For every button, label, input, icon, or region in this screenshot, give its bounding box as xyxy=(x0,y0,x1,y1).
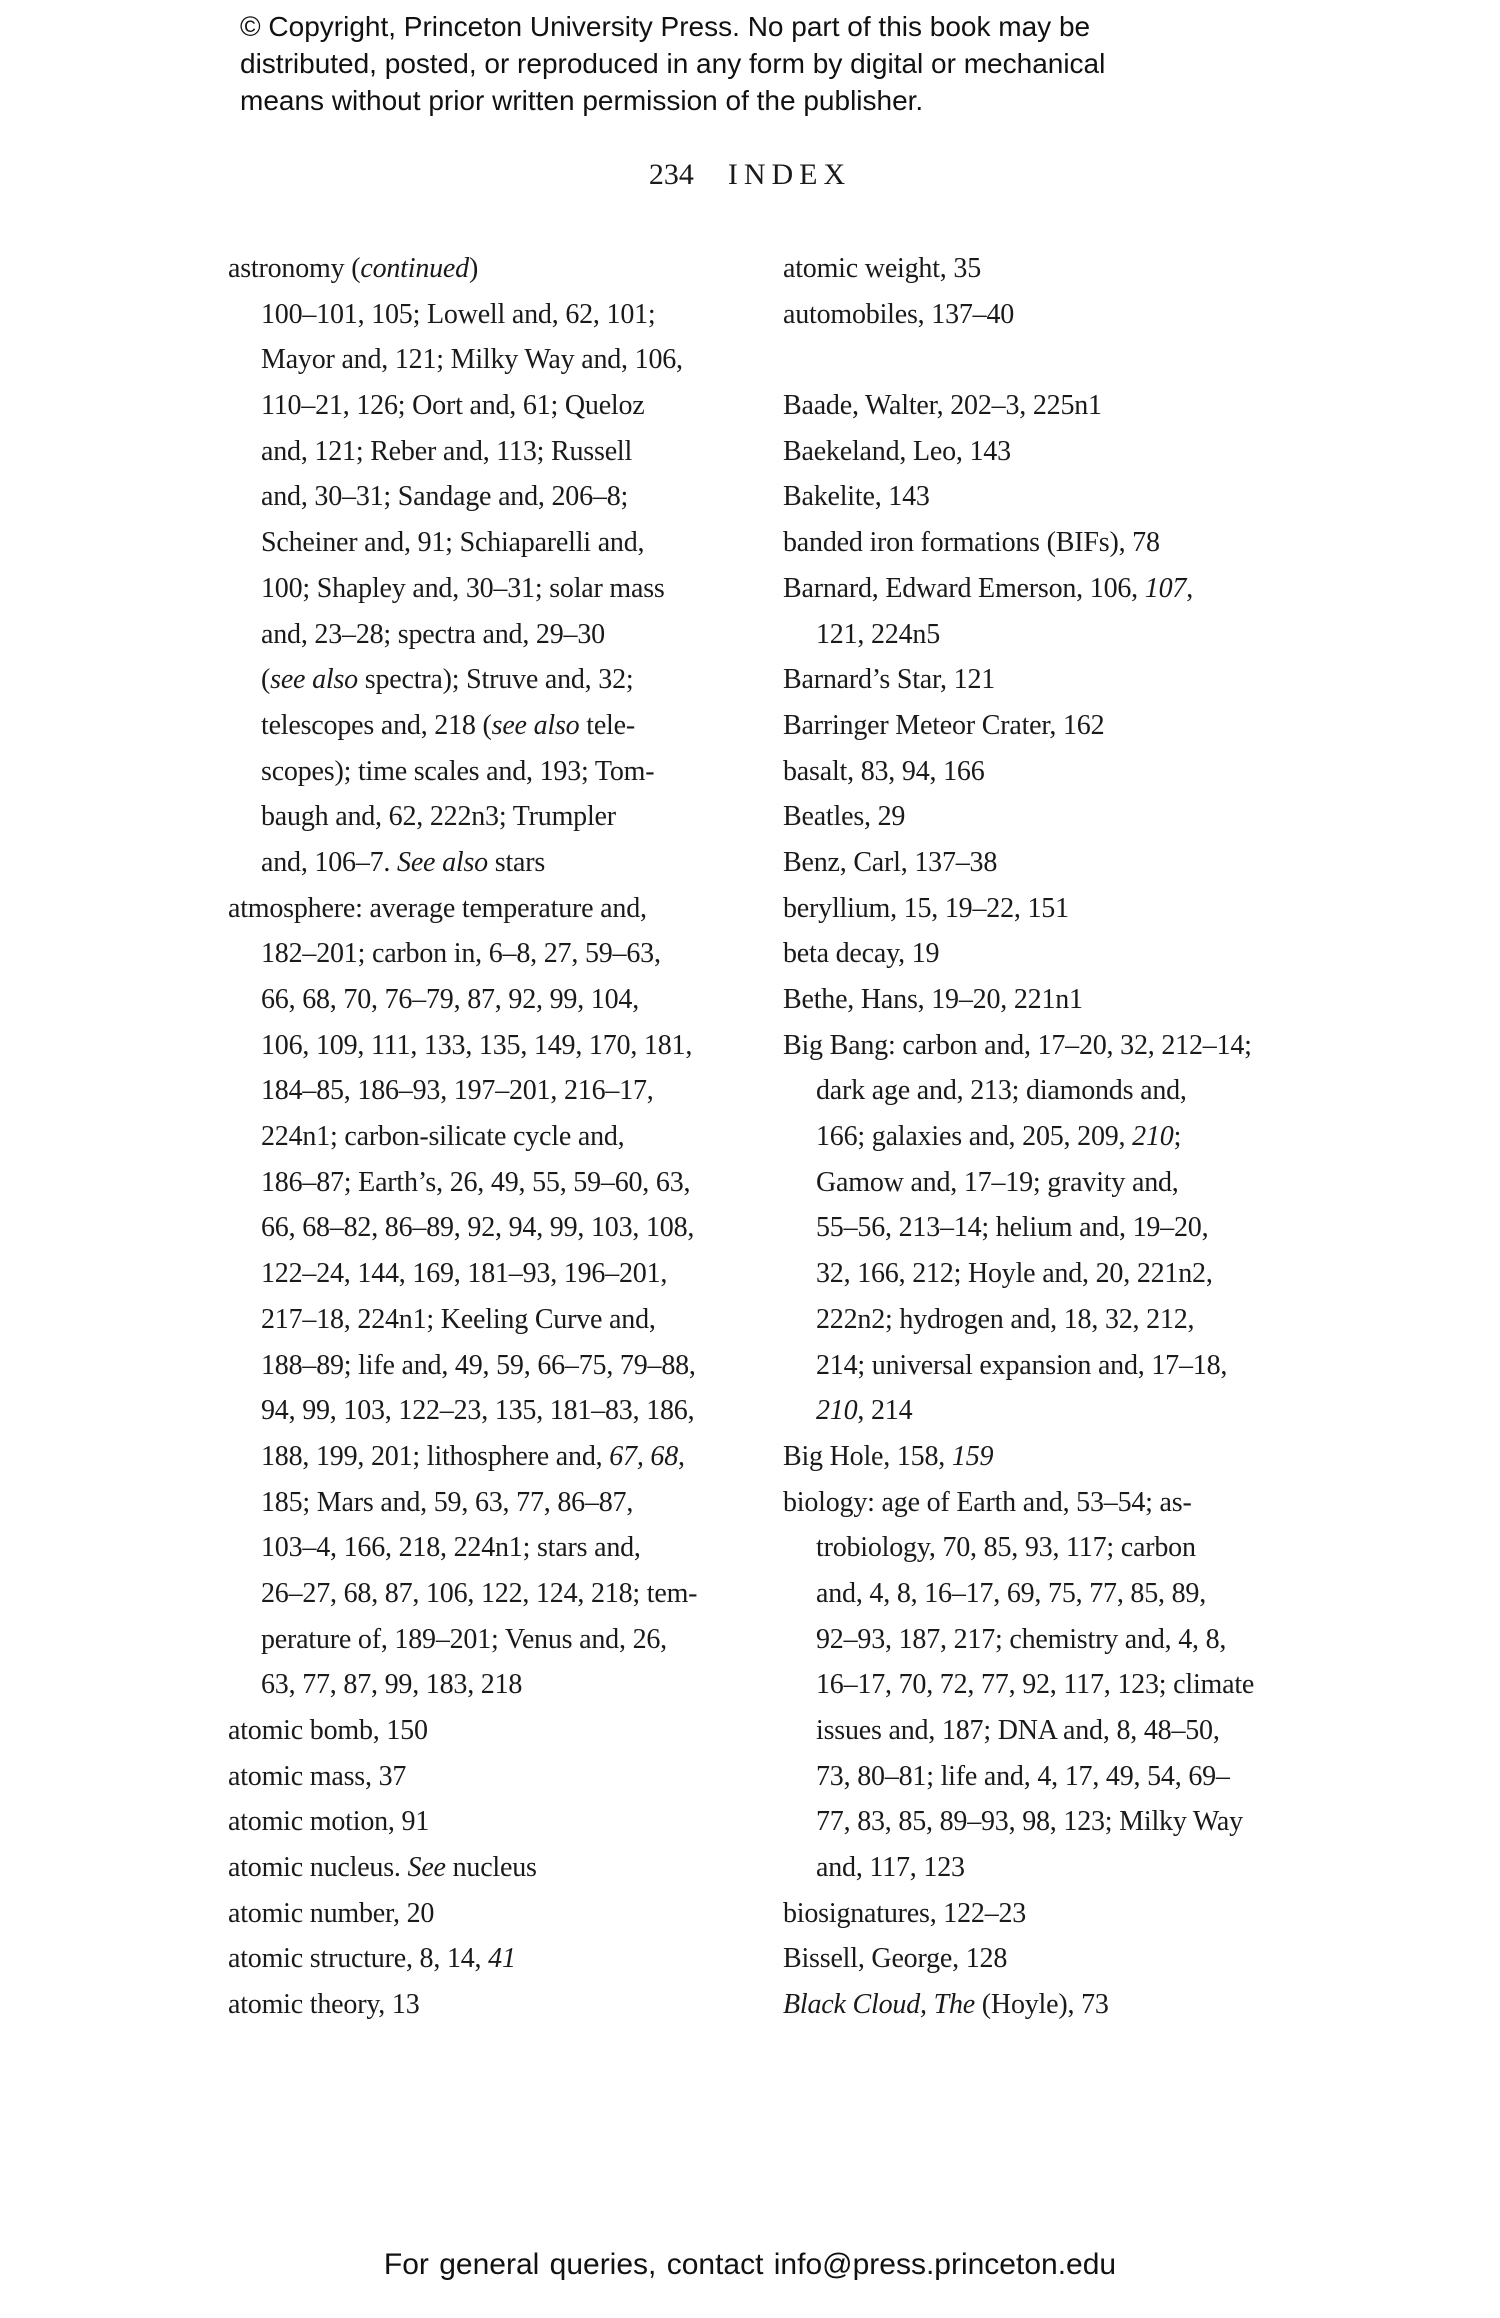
index-line xyxy=(783,1845,1393,1891)
index-line xyxy=(228,703,773,749)
copyright-line-2: distributed, posted, or reproduced in any form by digital or mechanical xyxy=(240,48,1106,79)
copyright-notice xyxy=(240,8,1105,119)
index-text-segment-italic: see also xyxy=(491,709,580,741)
index-text-segment: Bakelite, 143 xyxy=(783,481,930,513)
index-line xyxy=(783,1068,1393,1114)
index-text-segment: spectra); Struve and, 32; xyxy=(357,664,634,696)
index-text-segment: beryllium, 15, 19–22, 151 xyxy=(783,892,1069,924)
index-text-segment: Mayor and, 121; Milky Way and, 106, xyxy=(261,344,683,376)
index-line xyxy=(783,1799,1393,1845)
index-text-segment: 92–93, 187, 217; chemistry and, 4, 8, xyxy=(816,1623,1227,1655)
index-text-segment: 224n1; carbon-silicate cycle and, xyxy=(261,1121,625,1153)
index-text-segment: and, 30–31; Sandage and, 206–8; xyxy=(261,481,629,513)
index-text-segment: 66, 68–82, 86–89, 92, 94, 99, 103, 108, xyxy=(261,1212,695,1244)
index-right-column xyxy=(783,246,1393,2028)
index-text-segment: 217–18, 224n1; Keeling Curve and, xyxy=(261,1303,656,1335)
index-text-segment: baugh and, 62, 222n3; Trumpler xyxy=(261,801,616,833)
index-line xyxy=(228,977,773,1023)
page-header xyxy=(0,158,1500,192)
index-text-segment: 94, 99, 103, 122–23, 135, 181–83, 186, xyxy=(261,1395,695,1427)
index-line xyxy=(783,1251,1393,1297)
index-line xyxy=(228,1343,773,1389)
index-text-segment: 106, 109, 111, 133, 135, 149, 170, 181, xyxy=(261,1029,693,1061)
index-text-segment: Gamow and, 17–19; gravity and, xyxy=(816,1166,1179,1198)
index-text-segment: Big Bang: carbon and, 17–20, 32, 212–14; xyxy=(783,1029,1252,1061)
index-line xyxy=(228,1205,773,1251)
index-text-segment: Bethe, Hans, 19–20, 221n1 xyxy=(783,984,1083,1015)
index-text-segment: Big Hole, 158, xyxy=(783,1440,952,1472)
index-line xyxy=(783,1891,1393,1937)
index-text-segment: 110–21, 126; Oort and, 61; Queloz xyxy=(261,390,645,422)
index-line xyxy=(783,383,1393,429)
index-text-segment: 186–87; Earth’s, 26, 49, 55, 59–60, 63, xyxy=(261,1166,691,1198)
index-text-segment: 222n2; hydrogen and, 18, 32, 212, xyxy=(816,1303,1195,1335)
index-text-segment: atomic theory, 13 xyxy=(228,1989,420,2021)
index-line xyxy=(783,1434,1393,1480)
index-line xyxy=(783,1982,1393,2028)
index-line xyxy=(783,1571,1393,1617)
index-line xyxy=(228,1388,773,1434)
index-line xyxy=(783,292,1393,338)
index-text-segment: , xyxy=(678,1440,685,1472)
index-text-segment: 32, 166, 212; Hoyle and, 20, 221n2, xyxy=(816,1258,1213,1290)
index-line xyxy=(783,612,1393,658)
index-title: INDEX xyxy=(727,158,852,191)
index-text-segment-italic: See also xyxy=(397,846,488,878)
index-line xyxy=(228,1845,773,1891)
index-line xyxy=(228,749,773,795)
index-text-segment-italic: See xyxy=(407,1852,446,1884)
index-text-segment: 55–56, 213–14; helium and, 19–20, xyxy=(816,1212,1209,1244)
index-text-segment: atomic mass, 37 xyxy=(228,1760,407,1792)
index-text-segment: scopes); time scales and, 193; Tom- xyxy=(261,755,655,787)
index-text-segment: biology: age of Earth and, 53–54; as- xyxy=(783,1486,1192,1518)
index-text-segment-italic: Black Cloud, The xyxy=(783,1989,975,2021)
index-line xyxy=(228,1708,773,1754)
index-line xyxy=(783,886,1393,932)
index-line xyxy=(228,474,773,520)
index-line xyxy=(228,246,773,292)
index-line xyxy=(228,931,773,977)
index-line xyxy=(783,1023,1393,1069)
index-text-segment: Baekeland, Leo, 143 xyxy=(783,435,1011,467)
index-text-segment-italic: 210 xyxy=(816,1395,858,1427)
index-line xyxy=(783,1114,1393,1160)
index-line xyxy=(783,1480,1393,1526)
index-line xyxy=(783,977,1393,1023)
index-text-segment: basalt, 83, 94, 166 xyxy=(783,755,985,787)
index-line xyxy=(783,429,1393,475)
index-text-segment: and, 121; Reber and, 113; Russell xyxy=(261,435,633,467)
index-text-segment: astronomy ( xyxy=(228,253,361,284)
index-line xyxy=(783,1205,1393,1251)
index-line xyxy=(228,1617,773,1663)
index-text-segment: 77, 83, 85, 89–93, 98, 123; Milky Way xyxy=(816,1806,1243,1838)
index-text-segment: atomic number, 20 xyxy=(228,1897,435,1929)
index-line xyxy=(228,383,773,429)
copyright-line-1: © Copyright, Princeton University Press. No part of this book may be xyxy=(240,11,1091,42)
index-text-segment: automobiles, 137–40 xyxy=(783,298,1015,330)
index-text-segment: Benz, Carl, 137–38 xyxy=(783,846,998,878)
index-text-segment: Barringer Meteor Crater, 162 xyxy=(783,709,1105,741)
index-text-segment: 182–201; carbon in, 6–8, 27, 59–63, xyxy=(261,938,661,970)
index-text-segment: and, 23–28; spectra and, 29–30 xyxy=(261,618,605,650)
index-line xyxy=(228,612,773,658)
index-line xyxy=(783,246,1393,292)
index-text-segment-italic: 210 xyxy=(1132,1121,1174,1153)
index-line xyxy=(228,520,773,566)
index-text-segment: atomic weight, 35 xyxy=(783,253,982,284)
index-line xyxy=(783,520,1393,566)
index-text-segment: dark age and, 213; diamonds and, xyxy=(816,1075,1187,1107)
index-text-segment: 166; galaxies and, 205, 209, xyxy=(816,1121,1133,1153)
index-text-segment: 188–89; life and, 49, 59, 66–75, 79–88, xyxy=(261,1349,696,1381)
index-line xyxy=(228,840,773,886)
index-line xyxy=(783,1525,1393,1571)
index-line xyxy=(228,1251,773,1297)
index-text-segment: 63, 77, 87, 99, 183, 218 xyxy=(261,1669,523,1701)
index-text-segment-italic: 67, 68 xyxy=(609,1440,679,1472)
index-text-segment: telescopes and, 218 ( xyxy=(261,709,492,741)
index-text-segment: Scheiner and, 91; Schiaparelli and, xyxy=(261,527,645,559)
index-text-segment: atomic bomb, 150 xyxy=(228,1715,428,1746)
index-line xyxy=(783,566,1393,612)
index-line xyxy=(228,337,773,383)
index-text-segment: atomic nucleus. xyxy=(228,1852,408,1884)
index-line xyxy=(228,429,773,475)
index-text-segment: 121, 224n5 xyxy=(816,618,941,650)
index-text-segment: atomic motion, 91 xyxy=(228,1806,430,1838)
index-text-segment: , xyxy=(1186,572,1194,604)
index-line xyxy=(783,703,1393,749)
index-text-segment: Barnard, Edward Emerson, 106, xyxy=(783,572,1145,604)
index-line xyxy=(228,657,773,703)
index-line xyxy=(783,1388,1393,1434)
index-text-segment: ( xyxy=(261,664,271,696)
index-text-segment: beta decay, 19 xyxy=(783,938,940,970)
index-line xyxy=(783,1617,1393,1663)
index-text-segment: and, 117, 123 xyxy=(816,1852,965,1884)
index-text-segment-italic: see also xyxy=(270,664,358,696)
index-text-segment: ; xyxy=(1173,1121,1182,1153)
index-text-segment: 100; Shapley and, 30–31; solar mass xyxy=(261,572,665,604)
index-line xyxy=(783,474,1393,520)
index-text-segment: 100–101, 105; Lowell and, 62, 101; xyxy=(261,298,656,330)
index-line xyxy=(228,1297,773,1343)
index-text-segment: issues and, 187; DNA and, 8, 48–50, xyxy=(816,1715,1220,1746)
index-text-segment: 185; Mars and, 59, 63, 77, 86–87, xyxy=(261,1486,634,1518)
index-line xyxy=(228,794,773,840)
index-line xyxy=(228,1936,773,1982)
copyright-line-3: means without prior written permission of the publisher. xyxy=(240,85,924,116)
index-line xyxy=(783,931,1393,977)
index-text-segment: Barnard’s Star, 121 xyxy=(783,664,996,696)
index-line xyxy=(228,1662,773,1708)
index-text-segment: , 214 xyxy=(857,1395,913,1427)
index-line xyxy=(783,840,1393,886)
index-text-segment: 103–4, 166, 218, 224n1; stars and, xyxy=(261,1532,641,1564)
index-line xyxy=(228,566,773,612)
index-text-segment: 73, 80–81; life and, 4, 17, 49, 54, 69– xyxy=(816,1760,1230,1792)
index-text-segment: tele- xyxy=(579,709,635,741)
index-text-segment: ) xyxy=(468,253,479,284)
index-line xyxy=(228,1571,773,1617)
index-text-segment: Bissell, George, 128 xyxy=(783,1943,1008,1975)
index-line xyxy=(228,1480,773,1526)
index-line xyxy=(228,886,773,932)
index-line-blank xyxy=(783,337,1393,383)
index-line xyxy=(783,1343,1393,1389)
index-line xyxy=(228,1525,773,1571)
index-text-segment-italic: continued xyxy=(360,253,469,284)
index-text-segment: perature of, 189–201; Venus and, 26, xyxy=(261,1623,667,1655)
index-line xyxy=(783,1662,1393,1708)
index-line xyxy=(228,1891,773,1937)
index-line xyxy=(783,749,1393,795)
index-text-segment: 16–17, 70, 72, 77, 92, 117, 123; climate xyxy=(816,1669,1255,1701)
index-line xyxy=(228,1023,773,1069)
index-line xyxy=(228,1754,773,1800)
index-text-segment: stars xyxy=(487,846,546,878)
index-line xyxy=(783,1754,1393,1800)
index-line xyxy=(228,1114,773,1160)
index-text-segment: 26–27, 68, 87, 106, 122, 124, 218; tem- xyxy=(261,1577,698,1609)
index-text-segment: 184–85, 186–93, 197–201, 216–17, xyxy=(261,1075,654,1107)
index-left-column xyxy=(228,246,773,2028)
index-text-segment: (Hoyle), 73 xyxy=(975,1989,1109,2021)
index-line xyxy=(228,1160,773,1206)
index-text-segment: and, 4, 8, 16–17, 69, 75, 77, 85, 89, xyxy=(816,1577,1207,1609)
index-text-segment-italic: 107 xyxy=(1144,572,1187,604)
index-line xyxy=(783,657,1393,703)
index-line xyxy=(228,292,773,338)
index-line xyxy=(228,1799,773,1845)
index-text-segment: biosignatures, 122–23 xyxy=(783,1897,1027,1929)
footer-contact: For general queries, contact info@press.princeton.edu xyxy=(383,2248,1117,2281)
index-text-segment: 122–24, 144, 169, 181–93, 196–201, xyxy=(261,1258,668,1290)
index-line xyxy=(783,1160,1393,1206)
index-text-segment: 188, 199, 201; lithosphere and, xyxy=(261,1440,610,1472)
index-line xyxy=(228,1982,773,2028)
index-text-segment-italic: 41 xyxy=(488,1943,516,1975)
index-text-segment-italic: 159 xyxy=(951,1440,994,1472)
index-line xyxy=(228,1068,773,1114)
index-text-segment: atmosphere: average temperature and, xyxy=(228,892,647,924)
index-text-segment: 66, 68, 70, 76–79, 87, 92, 99, 104, xyxy=(261,984,640,1015)
index-text-segment: atomic structure, 8, 14, xyxy=(228,1943,489,1975)
index-text-segment: trobiology, 70, 85, 93, 117; carbon xyxy=(816,1532,1196,1564)
index-line xyxy=(228,1434,773,1480)
index-text-segment: nucleus xyxy=(445,1852,537,1884)
page-number: 234 xyxy=(648,158,694,191)
index-text-segment: banded iron formations (BIFs), 78 xyxy=(783,527,1160,559)
index-line xyxy=(783,794,1393,840)
index-text-segment: Beatles, 29 xyxy=(783,801,906,833)
index-line xyxy=(783,1297,1393,1343)
index-text-segment: Baade, Walter, 202–3, 225n1 xyxy=(783,390,1102,422)
index-text-segment: and, 106–7. xyxy=(261,846,398,878)
index-line xyxy=(783,1708,1393,1754)
index-text-segment: 214; universal expansion and, 17–18, xyxy=(816,1349,1228,1381)
index-line xyxy=(783,1936,1393,1982)
